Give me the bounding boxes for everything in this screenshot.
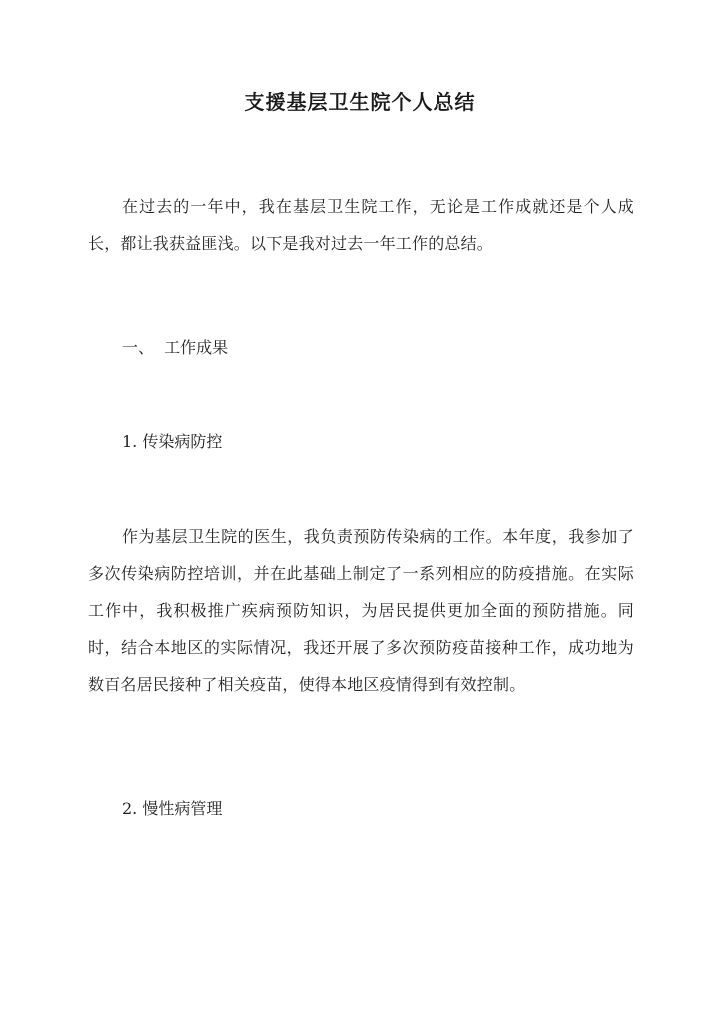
subsection-heading-infectious-disease: 1. 传染病防控 [122, 432, 223, 451]
document-title: 支援基层卫生院个人总结 [244, 90, 476, 114]
subsection-heading-chronic-disease: 2. 慢性病管理 [122, 799, 223, 818]
infectious-disease-paragraph: 作为基层卫生院的医生，我负责预防传染病的工作。本年度，我参加了多次传染病防控培训，并在此基础上制定了一系列相应的防疫措施。在实际工作中，我积极推广疾病预防知识，为居民提供更加全面的预防措施。同时，结合本地区的实际情况，我还开展了多次预防疫苗接种工作，成功地为数百名居民接种了相关疫苗，使得本地区疫情得到有效控制。 [88, 527, 634, 694]
intro-paragraph: 在过去的一年中，我在基层卫生院工作，无论是工作成就还是个人成长，都让我获益匪浅。以下是我对过去一年工作的总结。 [88, 197, 634, 253]
section-heading-work-results: 一、 工作成果 [122, 338, 229, 357]
